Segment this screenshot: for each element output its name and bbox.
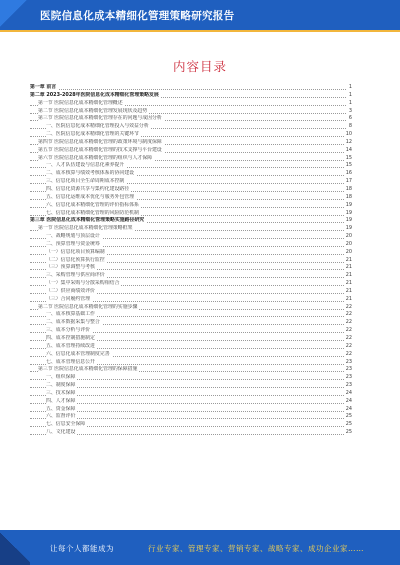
toc-entry[interactable] bbox=[30, 398, 352, 406]
toc-entry[interactable] bbox=[30, 319, 352, 327]
toc-entry-page: 19 bbox=[345, 209, 352, 216]
toc-entry[interactable] bbox=[30, 359, 352, 367]
toc-entry-title: 二、预算管理与资金统筹 bbox=[46, 240, 100, 247]
toc-entry[interactable] bbox=[30, 170, 352, 178]
toc-entry-title: 第二节 医院信息化成本精细化管理的实施步骤 bbox=[38, 303, 138, 310]
toc-entry[interactable] bbox=[30, 374, 352, 382]
toc-entry-page: 1 bbox=[348, 91, 352, 98]
toc-entry-title: 一、人才队伍建设与信息化素养提升 bbox=[46, 162, 125, 169]
toc-entry[interactable] bbox=[30, 194, 352, 202]
toc-entry-page: 18 bbox=[345, 185, 352, 192]
toc-entry-title: （三）合同履约管理 bbox=[46, 295, 91, 302]
toc-entry[interactable] bbox=[30, 139, 352, 147]
toc-entry-page: 16 bbox=[345, 170, 352, 177]
toc-entry[interactable] bbox=[30, 351, 352, 359]
footer-slogan: 让每个人都能成为 bbox=[50, 544, 114, 553]
toc-entry[interactable] bbox=[30, 84, 352, 92]
toc-leader-dots bbox=[30, 395, 352, 396]
toc-entry-title: （二）供应商绩效评价 bbox=[46, 287, 95, 294]
toc-entry-title: 一、战略规划与顶层设计 bbox=[46, 233, 100, 240]
toc-entry-title: 第一章 前言 bbox=[30, 84, 57, 90]
toc-entry-title: 第六节 医院信息化成本精细化管理的组织与人才保障 bbox=[38, 154, 153, 161]
toc-entry[interactable] bbox=[30, 233, 352, 241]
toc-entry[interactable] bbox=[30, 108, 352, 116]
toc-entry-page: 22 bbox=[345, 319, 352, 326]
toc-entry[interactable] bbox=[30, 264, 352, 272]
toc-entry-title: （二）信息化预算执行监控 bbox=[46, 256, 105, 263]
toc-entry-title: 六、信息化成本管理制度完善 bbox=[46, 350, 110, 357]
toc-entry-page: 6 bbox=[348, 115, 352, 122]
toc-entry[interactable] bbox=[30, 296, 352, 304]
toc-leader-dots bbox=[30, 411, 352, 412]
toc-entry-page: 23 bbox=[345, 382, 352, 389]
toc-entry-title: （一）集中采购与分散采购相结合 bbox=[46, 280, 120, 287]
toc-entry-page: 19 bbox=[345, 225, 352, 232]
toc-entry-page: 22 bbox=[345, 311, 352, 318]
toc-entry-title: 三、采购管理与供应商评价 bbox=[46, 272, 105, 279]
toc-entry-page: 25 bbox=[345, 429, 352, 436]
report-title: 医院信息化成本精细化管理策略研究报告 bbox=[40, 10, 235, 22]
toc-entry-page: 24 bbox=[345, 405, 352, 412]
toc-entry-title: 五、资金保障 bbox=[46, 405, 76, 412]
toc-entry-page: 25 bbox=[345, 421, 352, 428]
toc-entry-title: 第三节 医院信息化成本精细化管理的保障措施 bbox=[38, 366, 138, 373]
toc-entry-page: 18 bbox=[345, 193, 352, 200]
toc-entry-title: 七、成本管理信息公开 bbox=[46, 358, 95, 365]
toc-entry[interactable] bbox=[30, 162, 352, 170]
toc-entry-title: 四、人才保障 bbox=[46, 397, 76, 404]
toc-entry[interactable] bbox=[30, 272, 352, 280]
toc-entry-title: 六、监督评价 bbox=[46, 413, 76, 420]
toc-heading: 内容目录 bbox=[172, 59, 227, 74]
toc-entry-page: 23 bbox=[345, 358, 352, 365]
toc-entry-page: 21 bbox=[345, 280, 352, 287]
toc-entry[interactable] bbox=[30, 115, 352, 123]
toc-entry-page: 22 bbox=[345, 335, 352, 341]
table-of-contents bbox=[30, 84, 352, 437]
toc-entry[interactable] bbox=[30, 429, 352, 437]
toc-entry-title: 二、成本核算与绩效考核体系的协同建设 bbox=[46, 170, 135, 177]
toc-entry-title: 四、信息化资源共享与集约化建设路径 bbox=[46, 185, 130, 192]
toc-entry-title: 一、成本核算基础工作 bbox=[46, 311, 95, 318]
toc-entry[interactable] bbox=[30, 406, 352, 414]
toc-entry[interactable] bbox=[30, 217, 352, 225]
toc-entry-page: 3 bbox=[348, 107, 352, 114]
toc-entry-title: 第三章 医院信息化成本精细化管理策略实施路径研究 bbox=[30, 217, 145, 224]
toc-entry-title: 第四节 医院信息化成本精细化管理的政策环境与制度保障 bbox=[38, 138, 162, 145]
toc-entry-title: 第三节 医院信息化成本精细化管理存在的问题与成因分析 bbox=[38, 115, 162, 122]
toc-entry[interactable] bbox=[30, 390, 352, 398]
toc-entry[interactable] bbox=[30, 92, 352, 100]
toc-entry-page: 15 bbox=[345, 154, 352, 161]
toc-entry[interactable] bbox=[30, 288, 352, 296]
toc-entry-page: 21 bbox=[345, 264, 352, 271]
toc-entry-page: 15 bbox=[345, 162, 352, 169]
toc-entry-page: 20 bbox=[345, 248, 352, 255]
toc-entry[interactable] bbox=[30, 421, 352, 429]
toc-entry-page: 19 bbox=[345, 201, 352, 208]
report-header bbox=[0, 0, 400, 32]
toc-entry[interactable] bbox=[30, 210, 352, 218]
toc-entry[interactable] bbox=[30, 155, 352, 163]
header-decoration bbox=[0, 0, 30, 30]
toc-entry-page: 22 bbox=[345, 327, 352, 334]
toc-entry[interactable] bbox=[30, 257, 352, 265]
toc-entry[interactable] bbox=[30, 178, 352, 186]
toc-leader-dots bbox=[30, 434, 352, 435]
toc-entry[interactable] bbox=[30, 225, 352, 233]
toc-entry[interactable] bbox=[30, 131, 352, 139]
toc-entry-title: 第二章 2023-2028年医院信息化成本精细化管理策略发展 bbox=[30, 91, 159, 98]
toc-entry-title: 二、医院信息化成本精细化管理的关键环节 bbox=[46, 131, 139, 138]
toc-entry-title: 第一节 医院信息化成本精细化管理概述 bbox=[38, 99, 123, 106]
toc-leader-dots bbox=[30, 89, 352, 90]
toc-entry-title: 第二节 医院信息化成本精细化管理发展现状及趋势 bbox=[38, 107, 148, 114]
toc-leader-dots bbox=[30, 403, 352, 404]
toc-entry[interactable] bbox=[30, 304, 352, 312]
toc-entry-page: 21 bbox=[345, 272, 352, 279]
toc-entry-page: 22 bbox=[345, 303, 352, 310]
toc-entry[interactable] bbox=[30, 311, 352, 319]
toc-entry-page: 24 bbox=[345, 397, 352, 404]
toc-leader-dots bbox=[30, 379, 352, 380]
toc-entry[interactable] bbox=[30, 249, 352, 257]
toc-entry-page: 21 bbox=[345, 256, 352, 263]
toc-entry[interactable] bbox=[30, 366, 352, 374]
footer-tagline: 行业专家、管理专家、营销专家、战略专家、成功企业家…… bbox=[148, 544, 364, 553]
toc-entry-page: 20 bbox=[345, 233, 352, 240]
toc-entry-title: （一）信息化项目预算编制 bbox=[46, 248, 105, 255]
toc-entry[interactable] bbox=[30, 147, 352, 155]
toc-leader-dots bbox=[30, 418, 352, 419]
toc-entry-title: 第五节 医院信息化成本精细化管理的技术支撑与平台建设 bbox=[38, 146, 162, 153]
toc-entry-page: 24 bbox=[345, 389, 352, 396]
toc-entry-page: 1 bbox=[348, 84, 352, 90]
toc-entry-title: 三、技术保障 bbox=[46, 389, 76, 396]
toc-entry-title: 三、成本分析与评价 bbox=[46, 327, 91, 334]
footer-decoration bbox=[0, 530, 30, 565]
toc-entry-title: 五、成本管理持续改进 bbox=[46, 342, 95, 349]
toc-entry-page: 21 bbox=[345, 287, 352, 294]
toc-entry-title: 二、成本数据采集与整合 bbox=[46, 319, 100, 326]
toc-entry[interactable] bbox=[30, 202, 352, 210]
toc-entry[interactable] bbox=[30, 100, 352, 108]
toc-entry-title: 六、信息化成本精细化管理的评价指标体系 bbox=[46, 201, 139, 208]
toc-entry[interactable] bbox=[30, 413, 352, 421]
toc-entry-title: 五、信息化运维成本优化与服务外包管理 bbox=[46, 193, 135, 200]
toc-entry-title: 八、文化建设 bbox=[46, 429, 76, 436]
toc-entry[interactable] bbox=[30, 241, 352, 249]
toc-entry-title: 二、制度保障 bbox=[46, 382, 76, 389]
toc-entry-title: 七、信息化成本精细化管理的风险防范机制 bbox=[46, 209, 139, 216]
toc-entry-page: 25 bbox=[345, 413, 352, 420]
toc-entry-title: 一、组织保障 bbox=[46, 374, 76, 381]
toc-entry-title: 四、成本控制措施制定 bbox=[46, 335, 95, 341]
toc-entry-title: 一、医院信息化成本精细化管理投入与效益分析 bbox=[46, 123, 149, 130]
toc-entry[interactable] bbox=[30, 280, 352, 288]
toc-entry-page: 17 bbox=[345, 178, 352, 185]
toc-entry-title: （三）预算调整与考核 bbox=[46, 264, 95, 271]
toc-entry[interactable] bbox=[30, 343, 352, 351]
toc-entry-page: 22 bbox=[345, 342, 352, 349]
toc-leader-dots bbox=[30, 387, 352, 388]
toc-entry-title: 第一节 医院信息化成本精细化管理策略框架 bbox=[38, 225, 133, 232]
report-footer bbox=[0, 530, 400, 565]
toc-entry[interactable] bbox=[30, 186, 352, 194]
toc-entry-page: 21 bbox=[345, 295, 352, 302]
toc-entry-page: 20 bbox=[345, 240, 352, 247]
toc-entry[interactable] bbox=[30, 123, 352, 131]
toc-entry-page: 23 bbox=[345, 366, 352, 373]
toc-entry[interactable] bbox=[30, 327, 352, 335]
toc-entry[interactable] bbox=[30, 382, 352, 390]
toc-entry[interactable] bbox=[30, 335, 352, 343]
toc-entry-page: 12 bbox=[345, 138, 352, 145]
toc-entry-page: 10 bbox=[345, 131, 352, 138]
toc-entry-page: 1 bbox=[348, 99, 352, 106]
toc-entry-page: 14 bbox=[345, 146, 352, 153]
toc-entry-title: 七、信息安全保障 bbox=[46, 421, 86, 428]
toc-entry-title: 三、信息化项目全生命周期成本控制 bbox=[46, 178, 125, 185]
toc-entry-page: 19 bbox=[345, 217, 352, 224]
toc-entry-page: 22 bbox=[345, 350, 352, 357]
toc-entry-page: 23 bbox=[345, 374, 352, 381]
toc-entry-page: 8 bbox=[348, 123, 352, 130]
